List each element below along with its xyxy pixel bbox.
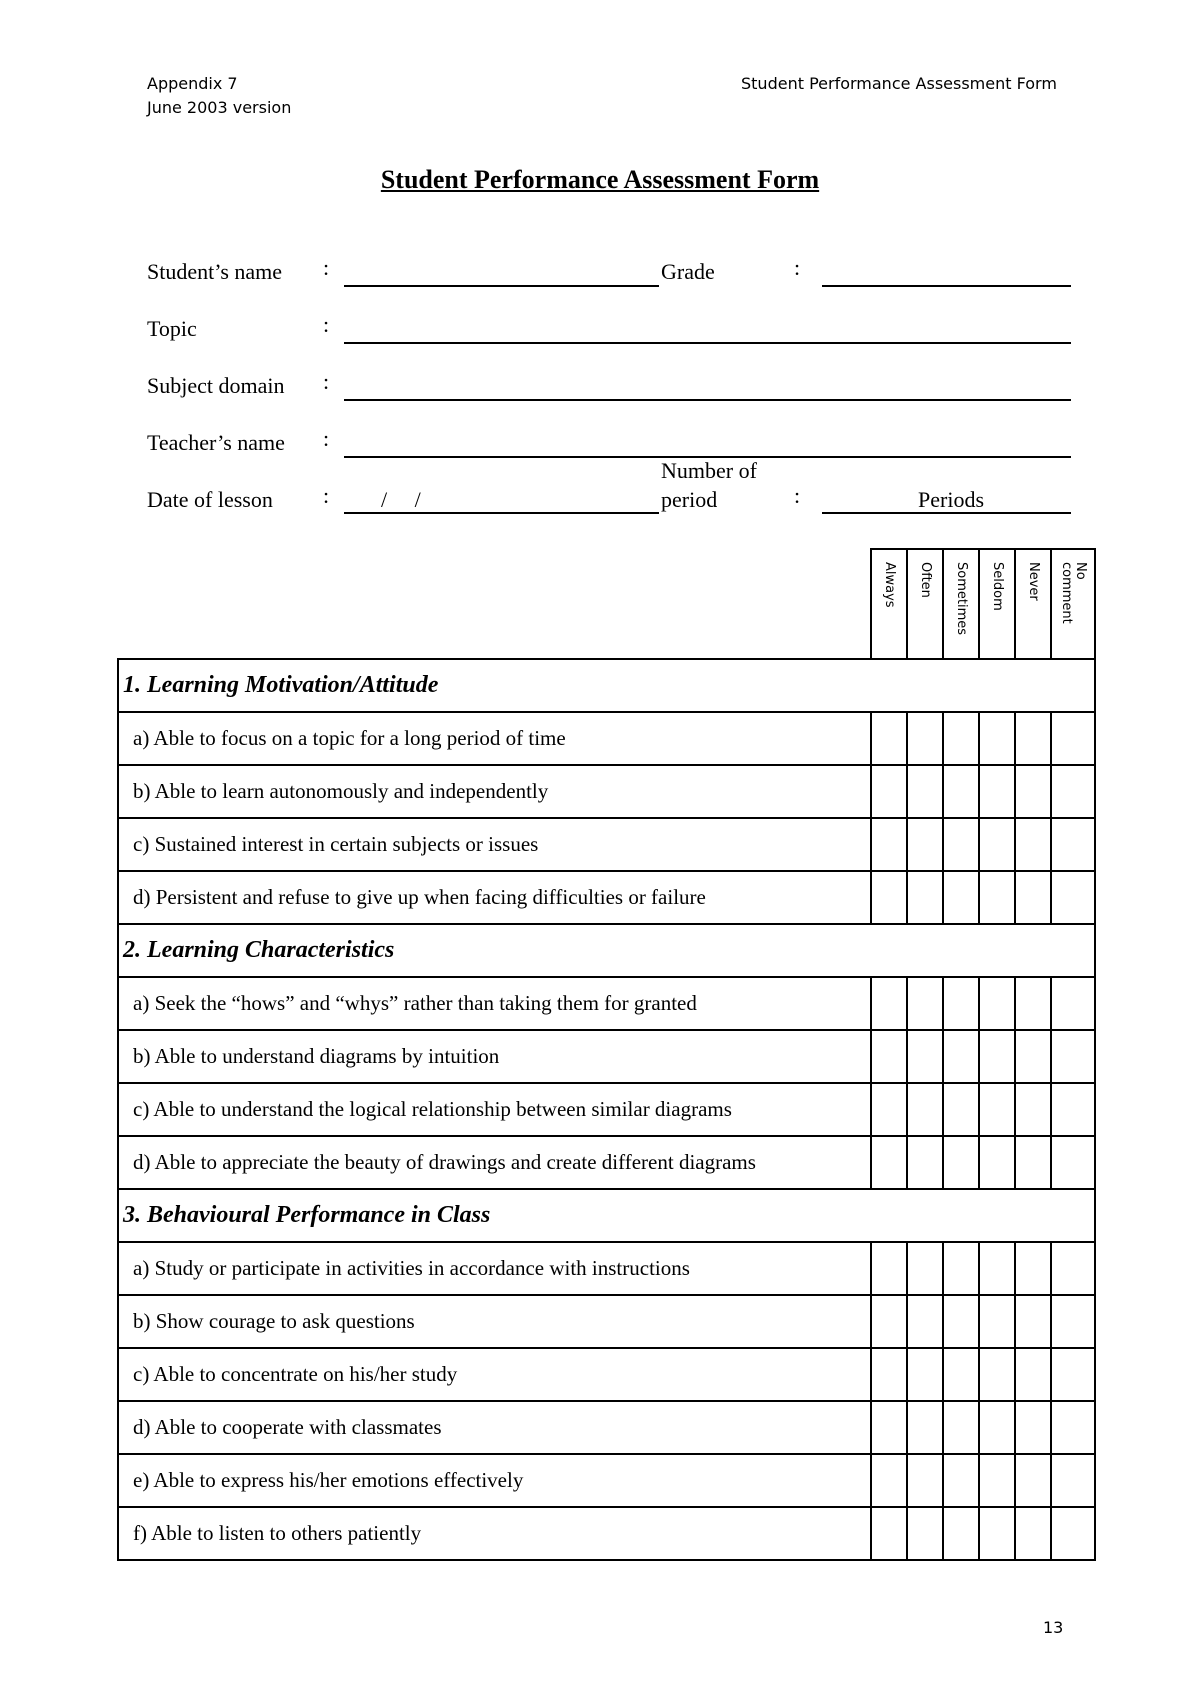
rating-checkbox-cell[interactable] (907, 1242, 943, 1295)
rating-checkbox-cell[interactable] (979, 1136, 1015, 1189)
criterion-row (118, 765, 1095, 818)
rating-checkbox-cell[interactable] (871, 1295, 907, 1348)
rating-checkbox-cell[interactable] (979, 818, 1015, 871)
rating-checkbox-cell[interactable] (979, 1348, 1015, 1401)
assessment-table (117, 548, 1096, 1561)
section-title: 3. Behavioural Performance in Class (118, 1189, 1095, 1242)
rating-checkbox-cell[interactable] (871, 765, 907, 818)
rating-header-row (118, 549, 1095, 659)
rating-checkbox-cell[interactable] (907, 1454, 943, 1507)
criterion-text: c) Able to concentrate on his/her study (118, 1348, 871, 1401)
rating-checkbox-cell[interactable] (871, 1454, 907, 1507)
criterion-row (118, 871, 1095, 924)
rating-checkbox-cell[interactable] (907, 1348, 943, 1401)
colon: : (323, 369, 330, 394)
section-title: 1. Learning Motivation/Attitude (118, 659, 1095, 712)
rating-checkbox-cell[interactable] (871, 1030, 907, 1083)
rating-checkbox-cell[interactable] (907, 1136, 943, 1189)
rating-checkbox-cell[interactable] (979, 1454, 1015, 1507)
criterion-text: b) Able to understand diagrams by intuition (118, 1030, 871, 1083)
rating-checkbox-cell[interactable] (943, 1136, 979, 1189)
rating-checkbox-cell[interactable] (907, 765, 943, 818)
col-often (907, 549, 943, 659)
rating-checkbox-cell[interactable] (1051, 1083, 1095, 1136)
rating-checkbox-cell[interactable] (979, 1401, 1015, 1454)
criterion-text: c) Sustained interest in certain subjects or issues (118, 818, 871, 871)
rating-checkbox-cell[interactable] (943, 765, 979, 818)
rating-checkbox-cell[interactable] (943, 1242, 979, 1295)
rating-checkbox-cell[interactable] (871, 1401, 907, 1454)
col-seldom (979, 549, 1015, 659)
section-row (118, 1189, 1095, 1242)
rating-checkbox-cell[interactable] (1051, 1030, 1095, 1083)
criterion-row (118, 977, 1095, 1030)
rating-checkbox-cell[interactable] (907, 1083, 943, 1136)
rating-checkbox-cell[interactable] (1015, 871, 1051, 924)
rating-checkbox-cell[interactable] (1015, 765, 1051, 818)
grade-label: Grade (661, 259, 715, 284)
criterion-row (118, 1507, 1095, 1560)
rating-checkbox-cell[interactable] (1051, 977, 1095, 1030)
page-title: Student Performance Assessment Form (380, 165, 820, 194)
rating-column-label: Never (1026, 562, 1041, 601)
rating-checkbox-cell[interactable] (1051, 1454, 1095, 1507)
date-of-lesson-field[interactable] (344, 512, 659, 514)
criterion-text: a) Able to focus on a topic for a long period of time (118, 712, 871, 765)
section-title: 2. Learning Characteristics (118, 924, 1095, 977)
rating-checkbox-cell[interactable] (1051, 765, 1095, 818)
rating-checkbox-cell[interactable] (871, 1242, 907, 1295)
criterion-text: d) Persistent and refuse to give up when facing difficulties or failure (118, 871, 871, 924)
colon: : (323, 255, 330, 280)
rating-checkbox-cell[interactable] (1051, 1295, 1095, 1348)
criterion-row (118, 818, 1095, 871)
rating-checkbox-cell[interactable] (979, 1030, 1015, 1083)
rating-checkbox-cell[interactable] (1051, 1401, 1095, 1454)
colon: : (794, 483, 801, 508)
rating-checkbox-cell[interactable] (1015, 1401, 1051, 1454)
rating-checkbox-cell[interactable] (1051, 1242, 1095, 1295)
rating-column-label: Seldom (990, 562, 1005, 611)
criterion-text: a) Study or participate in activities in accordance with instructions (118, 1242, 871, 1295)
rating-checkbox-cell[interactable] (1015, 1083, 1051, 1136)
rating-checkbox-cell[interactable] (907, 1295, 943, 1348)
rating-checkbox-cell[interactable] (1015, 1242, 1051, 1295)
criterion-text: f) Able to listen to others patiently (118, 1507, 871, 1560)
criterion-row (118, 1401, 1095, 1454)
section-row (118, 659, 1095, 712)
colon: : (323, 483, 330, 508)
rating-checkbox-cell[interactable] (943, 1454, 979, 1507)
rating-checkbox-cell[interactable] (979, 1295, 1015, 1348)
header-form-name: Student Performance Assessment Form (741, 74, 1057, 93)
rating-checkbox-cell[interactable] (979, 1242, 1015, 1295)
rating-checkbox-cell[interactable] (907, 712, 943, 765)
rating-checkbox-cell[interactable] (943, 1348, 979, 1401)
page-number: 13 (1043, 1618, 1064, 1637)
rating-checkbox-cell[interactable] (907, 871, 943, 924)
criterion-row (118, 1083, 1095, 1136)
number-of-label: Number of (661, 458, 757, 483)
subject-domain-field[interactable] (344, 399, 1071, 401)
rating-checkbox-cell[interactable] (1015, 1295, 1051, 1348)
grade-field[interactable] (822, 285, 1071, 287)
criterion-row (118, 1136, 1095, 1189)
rating-column-label: Always (882, 562, 897, 608)
criterion-text: d) Able to appreciate the beauty of drawings and create different diagrams (118, 1136, 871, 1189)
periods-label: Periods (918, 487, 984, 512)
teacher-name-label: Teacher’s name (147, 430, 285, 455)
rating-checkbox-cell[interactable] (871, 1507, 907, 1560)
rating-checkbox-cell[interactable] (907, 818, 943, 871)
rating-checkbox-cell[interactable] (907, 1401, 943, 1454)
rating-checkbox-cell[interactable] (979, 765, 1015, 818)
rating-checkbox-cell[interactable] (1051, 871, 1095, 924)
rating-column-label: Often (918, 562, 933, 598)
rating-checkbox-cell[interactable] (1015, 818, 1051, 871)
criterion-text: d) Able to cooperate with classmates (118, 1401, 871, 1454)
rating-checkbox-cell[interactable] (943, 712, 979, 765)
criterion-text: c) Able to understand the logical relationship between similar diagrams (118, 1083, 871, 1136)
col-never (1015, 549, 1051, 659)
rating-checkbox-cell[interactable] (1051, 712, 1095, 765)
col-sometimes (943, 549, 979, 659)
rating-checkbox-cell[interactable] (907, 977, 943, 1030)
appendix-label: Appendix 7 (147, 74, 238, 93)
criterion-text: a) Seek the “hows” and “whys” rather than taking them for granted (118, 977, 871, 1030)
criterion-row (118, 1030, 1095, 1083)
rating-checkbox-cell[interactable] (943, 1401, 979, 1454)
criterion-row (118, 1348, 1095, 1401)
student-name-field[interactable] (344, 285, 659, 287)
rating-checkbox-cell[interactable] (943, 1083, 979, 1136)
rating-checkbox-cell[interactable] (871, 871, 907, 924)
criterion-row (118, 1454, 1095, 1507)
rating-checkbox-cell[interactable] (1015, 1348, 1051, 1401)
rating-column-label: Sometimes (954, 562, 969, 636)
rating-checkbox-cell[interactable] (871, 977, 907, 1030)
subject-domain-label: Subject domain (147, 373, 285, 398)
date-of-lesson-label: Date of lesson (147, 487, 273, 512)
criterion-text: b) Show courage to ask questions (118, 1295, 871, 1348)
col-no-comment (1051, 549, 1095, 659)
rating-checkbox-cell[interactable] (1015, 1136, 1051, 1189)
rating-checkbox-cell[interactable] (979, 871, 1015, 924)
rating-checkbox-cell[interactable] (1015, 1454, 1051, 1507)
rating-checkbox-cell[interactable] (1015, 1507, 1051, 1560)
rating-column-label: No comment (1059, 562, 1088, 624)
header-spacer (118, 549, 871, 659)
rating-checkbox-cell[interactable] (871, 1136, 907, 1189)
col-always (871, 549, 907, 659)
rating-checkbox-cell[interactable] (1015, 1030, 1051, 1083)
rating-checkbox-cell[interactable] (979, 1083, 1015, 1136)
rating-checkbox-cell[interactable] (979, 1507, 1015, 1560)
colon: : (794, 255, 801, 280)
rating-checkbox-cell[interactable] (979, 977, 1015, 1030)
topic-label: Topic (147, 316, 197, 341)
rating-checkbox-cell[interactable] (943, 1507, 979, 1560)
student-name-label: Student’s name (147, 259, 283, 284)
rating-checkbox-cell[interactable] (1015, 712, 1051, 765)
section-row (118, 924, 1095, 977)
rating-checkbox-cell[interactable] (871, 818, 907, 871)
rating-checkbox-cell[interactable] (979, 712, 1015, 765)
rating-checkbox-cell[interactable] (1051, 1348, 1095, 1401)
rating-checkbox-cell[interactable] (1051, 818, 1095, 871)
rating-checkbox-cell[interactable] (943, 871, 979, 924)
rating-checkbox-cell[interactable] (943, 1295, 979, 1348)
period-label: period (661, 487, 718, 512)
criterion-text: b) Able to learn autonomously and independently (118, 765, 871, 818)
rating-checkbox-cell[interactable] (1015, 977, 1051, 1030)
colon: : (323, 312, 330, 337)
rating-checkbox-cell[interactable] (943, 818, 979, 871)
topic-field[interactable] (344, 342, 1071, 344)
rating-checkbox-cell[interactable] (943, 977, 979, 1030)
date-placeholder: / / (381, 487, 421, 512)
colon: : (323, 426, 330, 451)
version-label: June 2003 version (147, 98, 292, 117)
rating-checkbox-cell[interactable] (871, 712, 907, 765)
rating-checkbox-cell[interactable] (871, 1083, 907, 1136)
criterion-row (118, 1242, 1095, 1295)
rating-checkbox-cell[interactable] (1051, 1136, 1095, 1189)
criterion-row (118, 1295, 1095, 1348)
rating-checkbox-cell[interactable] (943, 1030, 979, 1083)
rating-checkbox-cell[interactable] (1051, 1507, 1095, 1560)
rating-checkbox-cell[interactable] (907, 1507, 943, 1560)
rating-checkbox-cell[interactable] (907, 1030, 943, 1083)
criterion-row (118, 712, 1095, 765)
criterion-text: e) Able to express his/her emotions effectively (118, 1454, 871, 1507)
rating-checkbox-cell[interactable] (871, 1348, 907, 1401)
number-of-period-field[interactable] (822, 512, 1071, 514)
